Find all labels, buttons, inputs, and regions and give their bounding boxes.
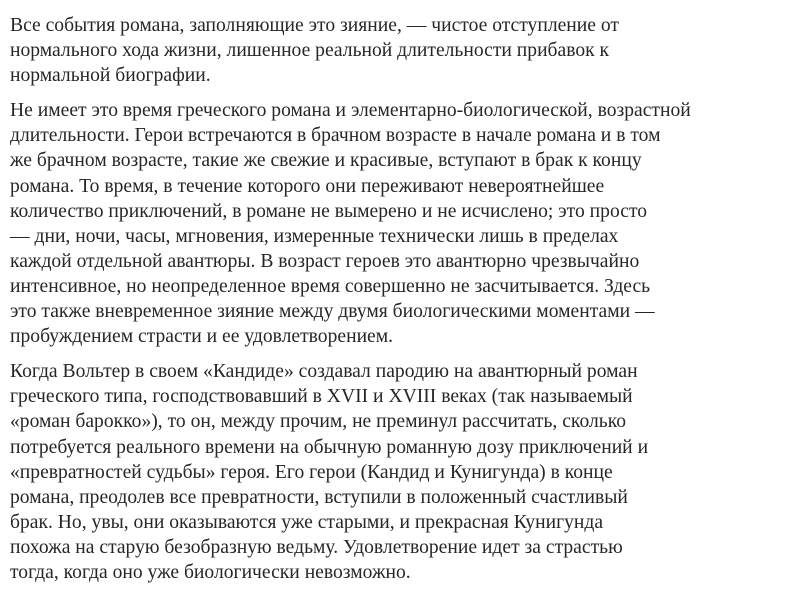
text-line: Не имеет это время греческого романа и элементарно-биологической, возрастной xyxy=(10,100,691,122)
text-line: длительности. Герои встречаются в брачном возрасте в начале романа и в том xyxy=(10,125,661,147)
text-line: романа, преодолев все превратности, вступили в положенный счастливый xyxy=(10,486,628,508)
text-line: же брачном возрасте, такие же свежие и красивые, вступают в брак к концу xyxy=(10,150,642,172)
paragraph-1 xyxy=(10,13,796,88)
text-line: интенсивное, но неопределенное время совершенно не засчитывается. Здесь xyxy=(10,275,651,297)
text-line: нормального хода жизни, лишенное реальной длительности прибавок к xyxy=(10,40,610,62)
text-line: похожа на старую безобразную ведьму. Удовлетворение идет за страстью xyxy=(10,536,623,558)
text-line: романа. То время, в течение которого они переживают невероятнейшее xyxy=(10,175,605,197)
text-line: «превратностей судьбы» героя. Его герои (Кандид и Кунигунда) в конце xyxy=(10,461,613,483)
text-line: потребуется реального времени на обычную романную дозу приключений и xyxy=(10,436,649,458)
text-line: — дни, ночи, часы, мгновения, измеренные технически лишь в пределах xyxy=(10,225,619,247)
text-line: пробуждением страсти и ее удовлетворением. xyxy=(10,326,394,348)
text-line: это также вневременное зияние между двумя биологическими моментами — xyxy=(10,301,655,323)
text-line: каждой отдельной авантюры. В возраст героев это авантюрно чрезвычайно xyxy=(10,250,640,272)
paragraph-2 xyxy=(10,98,796,349)
text-line: греческого типа, господствовавший в XVII и XVIII веках (так называемый xyxy=(10,386,633,408)
text-line: количество приключений, в романе не вымерено и не исчислено; это просто xyxy=(10,200,648,222)
text-line: «роман барокко»), то он, между прочим, не преминул рассчитать, сколько xyxy=(10,411,627,433)
text-line: Все события романа, заполняющие это зияние, — чистое отступление от xyxy=(10,15,619,36)
text-line: брак. Но, увы, они оказываются уже старыми, и прекрасная Кунигунда xyxy=(10,511,604,533)
text-line: нормальной биографии. xyxy=(10,65,211,87)
paragraph-3 xyxy=(10,359,796,585)
text-line: тогда, когда оно уже биологически невозможно. xyxy=(10,561,411,583)
text-line: Когда Вольтер в своем «Кандиде» создавал пародию на авантюрный роман xyxy=(10,361,638,383)
